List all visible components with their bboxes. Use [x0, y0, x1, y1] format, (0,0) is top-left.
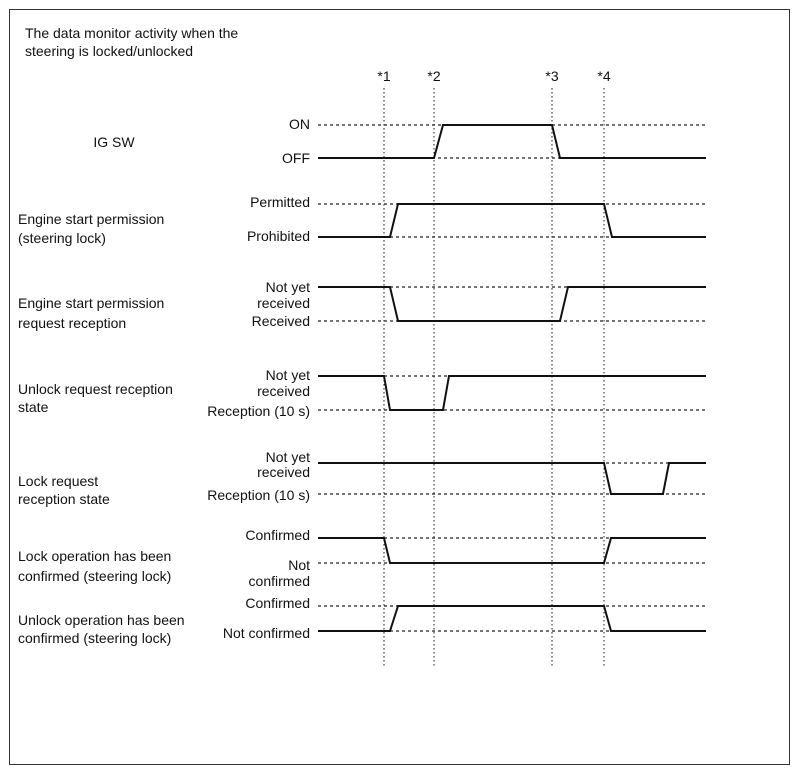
signal-5-high-label-0: Confirmed: [245, 527, 310, 543]
signal-1-name-line-1: (steering lock): [18, 230, 106, 246]
signal-5-waveform: [318, 538, 706, 563]
signal-2-high-label-0: Not yet: [265, 279, 310, 295]
signal-5-low-label-1: confirmed: [248, 573, 310, 589]
signal-4-name-line-0: Lock request: [18, 473, 99, 489]
signal-1-high-label-0: Permitted: [250, 194, 310, 210]
signal-2-high-label-1: received: [257, 295, 310, 311]
signal-6-high-label-0: Confirmed: [245, 595, 310, 611]
signal-1-waveform: [318, 204, 706, 237]
signal-3-high-label-0: Not yet: [265, 367, 310, 383]
signal-2-waveform: [318, 287, 706, 321]
signal-4-waveform: [318, 463, 706, 494]
signal-4-low-label-0: Reception (10 s): [207, 487, 310, 503]
signal-1-name-line-0: Engine start permission: [18, 211, 165, 227]
signal-6-name-line-0: Unlock operation has been: [18, 612, 185, 628]
signal-0-name-line-0: IG SW: [93, 134, 135, 150]
signal-2-name-line-1: request reception: [18, 315, 127, 331]
marker-label-1: *1: [377, 68, 391, 84]
signal-4-name-line-1: reception state: [18, 491, 110, 507]
signal-5-name-line-0: Lock operation has been: [18, 548, 172, 564]
title-line-2: steering is locked/unlocked: [25, 43, 194, 59]
signal-0-high-label-0: ON: [289, 116, 310, 132]
signal-0-waveform: [318, 125, 706, 158]
signal-3-name-line-0: Unlock request reception: [18, 381, 173, 397]
signal-3-name-line-1: state: [18, 399, 49, 415]
signal-3-high-label-1: received: [257, 383, 310, 399]
signal-6-waveform: [318, 606, 706, 631]
signal-3-waveform: [318, 376, 706, 410]
signal-2-low-label-0: Received: [251, 313, 310, 329]
marker-label-2: *2: [427, 68, 441, 84]
marker-label-4: *4: [597, 68, 611, 84]
signal-6-name-line-1: confirmed (steering lock): [18, 630, 172, 646]
signal-5-low-label-0: Not: [288, 557, 310, 573]
signal-3-low-label-0: Reception (10 s): [207, 403, 310, 419]
signal-4-high-label-0: Not yet: [265, 449, 310, 465]
marker-label-3: *3: [545, 68, 559, 84]
signal-5-name-line-1: confirmed (steering lock): [18, 568, 172, 584]
signal-6-low-label-0: Not confirmed: [222, 625, 310, 641]
signal-1-low-label-0: Prohibited: [246, 228, 310, 244]
signal-4-high-label-1: received: [257, 464, 310, 480]
title-line-1: The data monitor activity when the: [25, 25, 239, 41]
signal-2-name-line-0: Engine start permission: [18, 295, 165, 311]
signal-0-low-label-0: OFF: [282, 150, 310, 166]
